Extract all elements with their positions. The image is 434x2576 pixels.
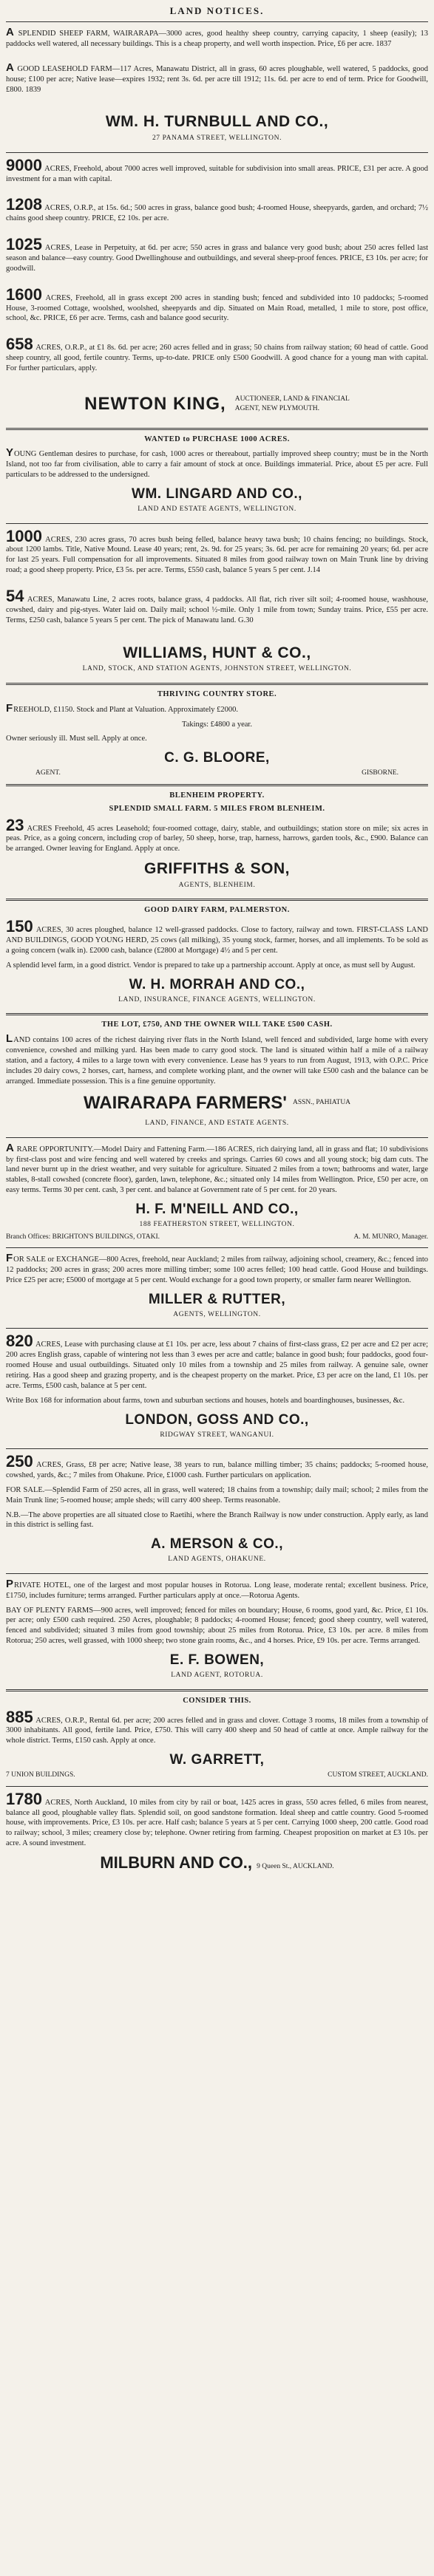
- lead-letter: L: [6, 1032, 13, 1046]
- lead-number: 658: [6, 335, 33, 354]
- ad-text: OUNG Gentleman desires to purchase, for cash, 1000 acres or thereabout, partially improved sheep country; must be in the North Island, not too far from civilisation, able to carry a fair amount of stock at once. Buildings immaterial. Price, about £5 per acre. Full particulars to be addressed to the undersigned.: [6, 450, 428, 480]
- agent-name: H. F. M'NEILL AND CO.,: [135, 1202, 299, 1218]
- lead-letter: F: [6, 701, 13, 715]
- ad-text: ACRES, O.R.P., Rental 6d. per acre; 200 acres felled and in grass and clover. Cottage 3 rooms, 18 miles from a township of 3000 inhabitants. All good, fertile land. Price, £750. This will carry 400 sheep and 50 head of cattle at once. Ample railway for the whole district. Terms, £150 cash. Apply at once.: [6, 1716, 428, 1745]
- ad-1600-acres: [6, 282, 428, 333]
- ad-text: REEHOLD, £1150. Stock and Plant at Valuation. Approximately £2000.: [13, 705, 239, 714]
- ad-text: GOOD LEASEHOLD FARM—117 Acres, Manawatu District, all in grass, 60 acres ploughable, well watered, 5 paddocks, good house; £100 per acre; Native lease—expires 1932; rent 3s. 6d. per acre till 1912; 11s. 6d. per acre to end of term. Price for Goodwill, £800.: [6, 64, 428, 94]
- lead-number: 1208: [6, 195, 42, 214]
- ad-text: ACRES, Freehold, all in grass except 200 acres in standing bush; fenced and subdivided into 10 paddocks; 5-roomed House, 3-roomed Cottage, woolshed, woolshed, sheepyards and dip. Situated on Main Road, metalled, 1 mile to store, post office, school, &c. PRICE, £6 per acre. Terms, cash and balance good security.: [6, 293, 428, 323]
- ad-note: A splendid level farm, in a good district. Vendor is prepared to take up a partnership account. Apply at once, as must sell by August.: [6, 961, 416, 970]
- ad-820-acres: [6, 1328, 428, 1448]
- lead-number: 1000: [6, 526, 42, 545]
- branch-offices: Branch Offices: BRIGHTON'S BUILDINGS, OTAKI.: [6, 1233, 160, 1241]
- agent-address: LAND AND ESTATE AGENTS, WELLINGTON.: [138, 505, 296, 514]
- ad-1000-acres: [6, 523, 428, 584]
- lead-number: 150: [6, 917, 33, 936]
- agent-location: GISBORNE.: [362, 769, 399, 777]
- ad-text: ACRES, Lease in Perpetuity, at 6d. per acre; 550 acres in grass and balance very good bush; about 250 acres felled last season and balance—easy country. Good Dwellinghouse and outbuildings, and several sheep-proof fences. PRICE, £3 10s. per acre; for goodwill.: [6, 244, 428, 273]
- ad-text-nb: N.B.—The above properties are all situated close to Raetihi, where the Branch Railway is now under construction. Apply early, as land in this district is selling fast.: [6, 1510, 428, 1530]
- ad-title: CONSIDER THIS.: [183, 1696, 251, 1705]
- ad-text: ACRES, Freehold, about 7000 acres well improved, suitable for subdivision into small areas. PRICE, £31 per acre. A good investment for a man with capital.: [6, 164, 428, 183]
- agent-block: [6, 103, 428, 151]
- ad-text: ACRES, 230 acres grass, 70 acres bush being felled, balance heavy tawa bush; 10 chains fencing; no buildings. Stock, about 1200 lambs. Title, Native Mound. Lease 40 years; rent, 2s. 9d. for 25 years; 3s. 6d. per acre for remaining 20 years; 6d. per acre for last 25 years. Full compensation for all improvements. Situated 8 miles from good railway town on Main Trunk line by driving road; a good sheep property. Price, £3 5s. per acre. Terms, £550 cash, balance 5 years 5 per cent.: [6, 535, 428, 575]
- ad-title: WANTED to PURCHASE 1000 ACRES.: [144, 435, 290, 443]
- lead-number: 885: [6, 1707, 33, 1726]
- takings: Takings: £4800 a year.: [182, 720, 252, 729]
- agent-name: C. G. BLOORE,: [164, 750, 270, 766]
- agent-name: WAIRARAPA FARMERS': [83, 1092, 287, 1113]
- agent-role: AGENT.: [35, 769, 61, 777]
- ad-text: ACRES, Manawatu Line, 2 acres roots, balance grass, 4 paddocks. All flat, rich river silt soil; 4-roomed house, washhouse, cowshed, dairy and pig-styes. Water laid on. Daily mail; school ½-mile. Only 1 mile from town; Sunday trains. Price, £55 per acre. Terms, £250 cash, balance 5 years 5 per cent. The pick of Manawatu land.: [6, 596, 428, 624]
- ad-text: ACRES, North Auckland, 10 miles from city by rail or boat, 1425 acres in grass, 550 acres felled, 6 miles from nearest, balance all good, ploughable valley flats. Splendid soil, on good sandstone formation. Ideal sheep and cattle country. Good 5-roomed house, with improvements. Price, £3 10s. per acre. Half cash; balance 5 years at 5 per cent. Carrying 1000 sheep, 200 cattle. Good road to railway; school, 3 miles; creamery close by; telephone. Owner retiring from farming. Cheapest proposition on market at £3 10s. per acre. A sound investment.: [6, 1798, 428, 1848]
- ad-title: GOOD DAIRY FARM, PALMERSTON.: [144, 906, 290, 915]
- agent-address: AGENTS, BLENHEIM.: [178, 881, 256, 889]
- ad-note: Owner seriously ill. Must sell. Apply at once.: [6, 735, 147, 743]
- agent-name: E. F. BOWEN,: [169, 1652, 265, 1669]
- ad-title: THRIVING COUNTRY STORE.: [157, 689, 277, 698]
- ad-code: 1837: [376, 40, 392, 49]
- agent-block-newton-king: [6, 382, 428, 428]
- agent-address: AGENTS, WELLINGTON.: [173, 1310, 261, 1318]
- lead-letter: F: [6, 1252, 13, 1265]
- ad-text: ACRES, Grass, £8 per acre; Native lease, 38 years to run, balance milling timber; 35 chains; paddocks; 5-roomed house, cowshed, yards, &c.; 7 miles from Ohakune. Price, £1000 cash. Further particulars on application.: [6, 1461, 428, 1479]
- lead-letter: A: [6, 1141, 14, 1154]
- agent-name: WM. H. TURNBULL AND CO.,: [105, 113, 329, 131]
- agent-address: RIDGWAY STREET, WANGANUI.: [160, 1431, 274, 1439]
- section-header: LAND NOTICES.: [169, 5, 265, 16]
- agent-name: A. MERSON & CO.,: [150, 1536, 283, 1553]
- agent-name: MILBURN AND CO.,: [100, 1853, 253, 1872]
- ad-text: AND contains 100 acres of the richest dairying river flats in the North Island, well fenced and subdivided, large home with every convenience, cowshed and milking yard. Has been made to carry good stock. The land is situated within half a mile of a railway station, and a factory, 4 miles to a large town with every convenience. Lease has 9 years to run from August, 1913, with O.P.C. Price includes 20 dairy cows, 2 horses, cart, harness, and complete working plant, and the owner will take £500 cash and the balance can be arranged. Immediate possession. This is a fine genuine opportunity.: [6, 1036, 428, 1086]
- agent-name: LONDON, GOSS AND CO.,: [125, 1411, 309, 1428]
- agent-address: 188 FEATHERSTON STREET, WELLINGTON.: [139, 1221, 295, 1229]
- agent-name: WILLIAMS, HUNT & CO.,: [123, 644, 311, 661]
- agent-address: LAND, STOCK, AND STATION AGENTS, JOHNSTON STREET, WELLINGTON.: [82, 665, 352, 673]
- land-notices-page: [6, 4, 428, 2567]
- ad-text-forsale: FOR SALE.—Splendid Farm of 250 acres, all in grass, well watered; 18 chains from a township; daily mail; school; 2 miles from the Main Trunk line; 5-roomed house; ample sheds; will carry 400 sheep. Terms reasonable.: [6, 1485, 428, 1505]
- lead-number: 1025: [6, 235, 42, 254]
- lead-number: 54: [6, 587, 24, 606]
- ad-text: RIVATE HOTEL, one of the largest and most popular houses in Rotorua. Long lease, moderate rental; excellent business. Price, £1750, includes furniture; terms arranged. Further particulars apply at once.—Rotorua Agents.: [6, 1581, 428, 1600]
- lead-letter: Y: [6, 446, 14, 460]
- agent-subtitle: ASSN., PAHIATUA: [293, 1099, 351, 1107]
- ad-text: ACRES, O.R.P., at 15s. 6d.; 500 acres in grass, balance good bush; 4-roomed House, sheepyards, garden, and orchard; 7½ chains good sheep country. PRICE, £2 10s. per acre.: [6, 204, 428, 223]
- lead-letter: A: [6, 61, 14, 74]
- ad-code: G.30: [237, 616, 254, 624]
- ad-text: OR SALE or EXCHANGE—800 Acres, freehold, near Auckland; 2 miles from railway, adjoining school, creamery, &c.; fenced into 12 paddocks; 200 acres in grass; 200 acres more milling timber; some 100 acres felled; 100 head cattle. Good House and buildings. Price £25 per acre; £5000 of mortgage at 5 per cent. Would exchange for a good town property, or smaller farm nearer Wellington.: [6, 1255, 428, 1284]
- agent-subtitle: AUCTIONEER, LAND & FINANCIAL: [234, 395, 350, 403]
- agent-address: 7 UNION BUILDINGS.: [6, 1771, 75, 1779]
- agent-name: GRIFFITHS & SON,: [144, 860, 290, 878]
- agent-address: 9 Queen St., AUCKLAND.: [257, 1862, 334, 1870]
- ad-1780-acres: [6, 1786, 428, 1879]
- agent-address: LAND AGENT, ROTORUA.: [171, 1672, 263, 1680]
- agent-location: CUSTOM STREET, AUCKLAND.: [328, 1771, 428, 1779]
- agent-name: MILLER & RUTTER,: [148, 1291, 286, 1307]
- agent-address: LAND AGENTS, OHAKUNE.: [168, 1556, 266, 1564]
- ad-text-box: Write Box 168 for information about farms, town and suburban sections and houses, hotels and boardinghouses, businesses, &c.: [6, 1396, 405, 1405]
- lead-number: 1780: [6, 1789, 42, 1808]
- ad-title: BLENHEIM PROPERTY.: [169, 791, 265, 800]
- ad-sale-exchange: [6, 1247, 428, 1328]
- ad-code: 1839: [25, 85, 41, 94]
- manager: A. M. MUNRO, Manager.: [353, 1233, 428, 1241]
- agent-address: LAND, FINANCE, AND ESTATE AGENTS.: [145, 1120, 289, 1128]
- ad-rare-opportunity: [6, 1137, 428, 1247]
- ad-private-hotel: [6, 1573, 428, 1689]
- ad-the-lot: [6, 1013, 428, 1137]
- ad-text-bay-of-plenty: BAY OF PLENTY FARMS—900 acres, well improved; fenced for miles on boundary; House, 6 rooms, good yard, &c. Price, £1 10s. per acre; only £500 cash required. 250 Acres, ploughable; 8 paddocks; 4-roomed House; fenced; good sheep country, well watered, fenced and subdivided; situated 3 miles from good township; about 25 miles from Rotorua. Price, £3 10s. per acre. 8 miles from Rotorua; 250 acres, well grassed, with 1000 sheep; two stone grain rooms, &c., and 4 horses. Price, £9 10s. per acre. Terms arranged.: [6, 1606, 428, 1646]
- agent-location: AGENT, NEW PLYMOUTH.: [234, 404, 319, 412]
- lead-number: 9000: [6, 155, 42, 174]
- ad-658-acres: [6, 332, 428, 382]
- lead-number: 23: [6, 815, 24, 834]
- lead-letter: P: [6, 1577, 14, 1590]
- ad-text: ACRES Freehold, 45 acres Leasehold; four-roomed cottage, dairy, stable, and outbuildings; station store on mile; six acres in peas. Price, as a going concern, including crop of barley, 50 sheep, horse, trap, harness, harrows, garden tools, &c., £900. Balance can be arranged. Owner leaving for England. Apply at once.: [6, 824, 428, 853]
- ad-250-acres: [6, 1448, 428, 1573]
- ad-text: RARE OPPORTUNITY.—Model Dairy and Fattening Farm.—186 ACRES, rich dairying land, all in grass and flat; 10 subdivisions by first-class post and wire fencing and well watered by creeks and springs. Carries 60 cows and all young stock; big dam cuts. The land never burnt up in the driest weather, and very suitable for agriculture. Situated 2 miles from a town; bathrooms and water, large stables, 8-stall cowshed (concrete floor), garden, lawn, telephone, &c.; situated only 14 miles from Wellington. Price, £50 per acre, on easy terms. Terms 30 per cent. cash, 3 per cent. and balance at Government rate of 5 per cent. for 20 years.: [6, 1145, 428, 1195]
- lead-letter: A: [6, 26, 14, 39]
- ad-wanted-purchase: [6, 428, 428, 523]
- agent-block: [6, 634, 428, 683]
- ad-code: J.14: [307, 566, 320, 575]
- agent-name: W. H. MORRAH AND CO.,: [129, 976, 305, 992]
- ad-9000-acres: [6, 152, 428, 193]
- ad-blenheim-property: [6, 784, 428, 899]
- ad-1025-acres: [6, 232, 428, 282]
- ad-text: SPLENDID SHEEP FARM, WAIRARAPA—3000 acres, good healthy sheep country, carrying capacity, 1 sheep (easily); 13 paddocks well watered, all necessary buildings. This is a cheap property, and well worth inspection. Price, £6 per acre.: [6, 30, 428, 49]
- ad-text: ACRES, O.R.P., at £1 8s. 6d. per acre; 260 acres felled and in grass; 50 chains from railway station; 60 head of cattle. Good sheep country, all good, fertile country. Terms, up-to-date. PRICE only £500 Goodwill. A good chance for a young man with capital. For further particulars, apply.: [6, 344, 428, 373]
- agent-address: 27 PANAMA STREET, WELLINGTON.: [152, 134, 282, 143]
- ad-54-acres: [6, 584, 428, 634]
- agent-name: NEWTON KING,: [84, 393, 226, 414]
- agent-name: WM. LINGARD AND CO.,: [132, 485, 302, 502]
- ad-leasehold-farm: [6, 58, 428, 103]
- ad-consider-this: [6, 1689, 428, 1786]
- ad-palmerston-dairy: [6, 899, 428, 1013]
- lead-number: 250: [6, 1452, 33, 1471]
- ad-1208-acres: [6, 192, 428, 232]
- lead-number: 820: [6, 1332, 33, 1351]
- ad-subtitle: SPLENDID SMALL FARM. 5 MILES FROM BLENHEIM.: [109, 804, 325, 813]
- ad-text: ACRES, Lease with purchasing clause at £1 10s. per acre, less about 7 chains of first-class grass, £2 per acre and £2 per acre; 200 acres English grass, capable of wintering not less than 3 ewes per acre and cattle; balance in good bush; four paddocks, good four-roomed House and usual outbuildings. Situated only 10 miles from a township and 25 miles from railway. A genuine sale, owner retiring. Has a good sheep and grazing property, and is the cheapest property on the market. Price, £3 per acre on the land, £1 10s. per acre. Terms, £500 cash, balance at 5 per cent.: [6, 1340, 428, 1390]
- ad-title: THE LOT, £750, AND THE OWNER WILL TAKE £500 CASH.: [101, 1020, 333, 1029]
- lead-number: 1600: [6, 284, 42, 304]
- ad-text: ACRES, 30 acres ploughed, balance 12 well-grassed paddocks. Close to factory, railway and town. FIRST-CLASS LAND AND BUILDINGS, GOOD YOUNG HERD, 25 cows (all milking), 35 young stock, farmer, horses, and all implements. To be sold as a going concern (walk in). £2000 cash, balance (£2800 at Mortgage) 4½ and 5 per cent.: [6, 926, 428, 955]
- ad-sheep-farm: [6, 21, 428, 58]
- agent-name: W. GARRETT,: [169, 1752, 265, 1768]
- agent-address: LAND, INSURANCE, FINANCE AGENTS, WELLINGTON.: [118, 995, 316, 1004]
- ad-country-store: [6, 683, 428, 784]
